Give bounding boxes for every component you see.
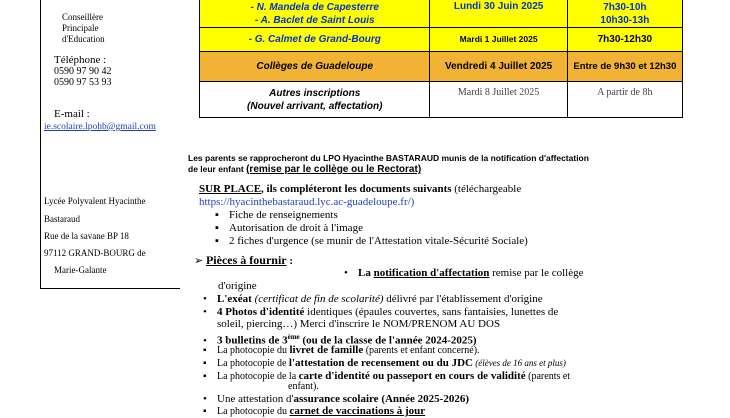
address-line-4: 97112 GRAND-BOURG de (44, 248, 146, 258)
schedule-school-cell (200, 28, 430, 52)
schedule-school-cell (200, 0, 430, 28)
bullet-icon: • (203, 393, 207, 405)
piece-text: carte d'identité ou passeport en cours de validité (298, 370, 526, 382)
address-line-3: Rue de la savane BP 18 (44, 231, 129, 241)
piece-text: (certificat de fin de scolarité) (251, 293, 384, 305)
piece-text: 3 bulletins de 3 (217, 334, 288, 347)
onsite-lead-text: , ils compléteront les documents suivants (261, 183, 452, 195)
bullet-icon: • (203, 334, 207, 347)
piece-text: La photocopie de la (217, 371, 299, 382)
piece-item (203, 370, 570, 383)
school-note: (Nouvel arrivant, affectation) (247, 100, 383, 112)
schedule-hours-cell (567, 82, 682, 118)
schedule-hours: 10h30-13h (600, 14, 650, 26)
schedule-row-2 (200, 28, 683, 52)
schedule-date-cell (430, 0, 567, 28)
phone-label: Téléphone : (54, 54, 107, 66)
piece-text: (parents et enfant concerné). (363, 345, 480, 356)
piece-text: identiques (épaules couvertes, sans fantaisies, lunettes de (304, 306, 559, 318)
piece-item (203, 293, 543, 305)
schedule-date: Mardi 8 Juillet 2025 (457, 87, 540, 98)
piece-item (203, 393, 469, 405)
piece-text: La (358, 267, 374, 279)
onsite-item-text: 2 fiches d'urgence (se munir de l'Attestation vitale-Sécurité Sociale) (229, 235, 528, 247)
piece-text: (élèves de 16 ans et plus) (472, 358, 566, 368)
onsite-url-line (199, 196, 414, 208)
school-name: - N. Mandela de Capesterre (250, 2, 379, 13)
onsite-item (215, 235, 528, 247)
onsite-item-text: Fiche de renseignements (229, 209, 338, 221)
website-link[interactable]: https://hyacinthebastaraud.lyc.ac-guadeloupe.fr/) (199, 196, 415, 208)
piece-item (203, 344, 480, 357)
piece-text: (parents et (525, 371, 571, 382)
school-name: Autres inscriptions (269, 87, 361, 99)
schedule-row-4 (200, 82, 683, 118)
sidebar-border-bottom (40, 288, 180, 289)
piece-item (344, 267, 583, 279)
schedule-school-cell (200, 82, 430, 118)
notice-text: de leur enfant (188, 164, 247, 174)
notice-line-1: Les parents se rapprocheront du LPO Hyacinthe BASTARAUD munis de la notification d'affectation (188, 153, 589, 163)
schedule-hours: Entre de 9h30 et 12h30 (573, 61, 677, 72)
bullet-icon: ▪ (215, 222, 219, 234)
address-line-2: Bastaraud (44, 214, 80, 224)
piece-text: L'exéat (217, 293, 252, 305)
address-line-5: Marie-Galante (54, 265, 107, 275)
schedule-date-cell (430, 82, 567, 118)
role-line-2: Principale (62, 23, 99, 33)
piece-text: La photocopie du (217, 345, 290, 356)
notice-highlight: (remise par le collège ou le Rectorat) (246, 164, 422, 175)
piece-text: livret de famille (289, 344, 364, 356)
address-line-1: Lycée Polyvalent Hyacinthe (44, 196, 146, 206)
pieces-colon: : (286, 255, 294, 267)
piece-item (203, 357, 566, 370)
schedule-hours-cell (567, 28, 682, 52)
pieces-heading (194, 254, 293, 267)
sidebar-border (40, 0, 41, 288)
schedule-hours: A partir de 8h (597, 87, 653, 98)
schedule-table (199, 0, 683, 118)
piece-text: La photocopie du (217, 406, 290, 417)
schedule-hours-cell (567, 52, 682, 82)
piece-text: 4 Photos d'identité (217, 306, 305, 318)
school-name: - G. Calmet de Grand-Bourg (248, 34, 381, 45)
piece-text: délivré par l'établissement d'origine (383, 293, 543, 305)
notice-line-2 (188, 164, 421, 175)
piece-text: l'attestation de recensement ou du JDC (288, 357, 473, 369)
piece-text: assurance scolaire (Année 2025-2026) (293, 393, 469, 405)
contact-sidebar (0, 0, 178, 410)
schedule-date: Lundi 30 Juin 2025 (453, 1, 544, 12)
bullet-icon: • (203, 293, 207, 305)
piece-text: La photocopie de (217, 358, 289, 369)
phone-2: 0590 97 53 93 (54, 77, 112, 88)
schedule-row-1 (200, 0, 683, 28)
role-line-3: d'Education (62, 34, 105, 44)
bullet-icon: ▪ (203, 345, 207, 356)
email-label: E-mail : (54, 108, 90, 120)
phone-1: 0590 97 90 42 (54, 66, 112, 77)
onsite-item-text: Autorisation de droit à l'image (229, 222, 363, 234)
piece-item (203, 405, 425, 418)
piece-text: (ou de la classe de l'année 2024-2025) (299, 334, 477, 347)
bullet-icon: • (203, 306, 207, 318)
bullet-icon: ▪ (203, 371, 207, 382)
schedule-hours: 7h30-10h (603, 1, 647, 13)
piece-item-cont: soleil, piercing…) Merci d'inscrire le NOM/PRENOM AU DOS (217, 318, 501, 330)
onsite-lead-underlined: SUR PLACE (199, 183, 262, 195)
piece-text: carnet de vaccinations à jour (289, 405, 426, 417)
schedule-row-3 (200, 52, 683, 82)
school-name: - A. Baclet de Saint Louis (254, 15, 375, 26)
piece-text: Une attestation d' (217, 393, 294, 405)
onsite-lead (199, 183, 521, 195)
schedule-hours-cell (567, 0, 682, 28)
piece-text: ème (287, 333, 300, 341)
onsite-lead-paren: (téléchargeable (451, 183, 522, 195)
email-link[interactable]: ie.scolaire.lpohb@gmail.com (44, 122, 156, 132)
school-name: Collèges de Guadeloupe (256, 61, 374, 72)
schedule-date: Vendredi 4 Juillet 2025 (444, 61, 553, 72)
bullet-icon: ▪ (203, 406, 207, 417)
schedule-date-cell (430, 28, 567, 52)
piece-text: notification d'affectation (373, 267, 490, 279)
schedule-hours: 7h30-12h30 (597, 34, 653, 45)
schedule-school-cell (200, 52, 430, 82)
onsite-item (215, 222, 363, 234)
schedule-date-cell (430, 52, 567, 82)
pieces-title: Pièces à fournir (205, 253, 287, 267)
piece-item-cont: d'origine (218, 280, 257, 292)
arrow-icon: ➢ (194, 255, 204, 267)
bullet-icon: • (344, 267, 348, 279)
schedule-date: Mardi 1 Juillet 2025 (459, 34, 538, 44)
bullet-icon: ▪ (203, 358, 207, 369)
piece-item (203, 306, 558, 318)
bullet-icon: ▪ (215, 235, 219, 247)
piece-text: remise par le collège (489, 267, 584, 279)
onsite-item (215, 209, 338, 221)
piece-item-cont: enfant). (288, 381, 319, 392)
bullet-icon: ▪ (215, 209, 219, 221)
role-line-1: Conseillère (62, 12, 103, 22)
